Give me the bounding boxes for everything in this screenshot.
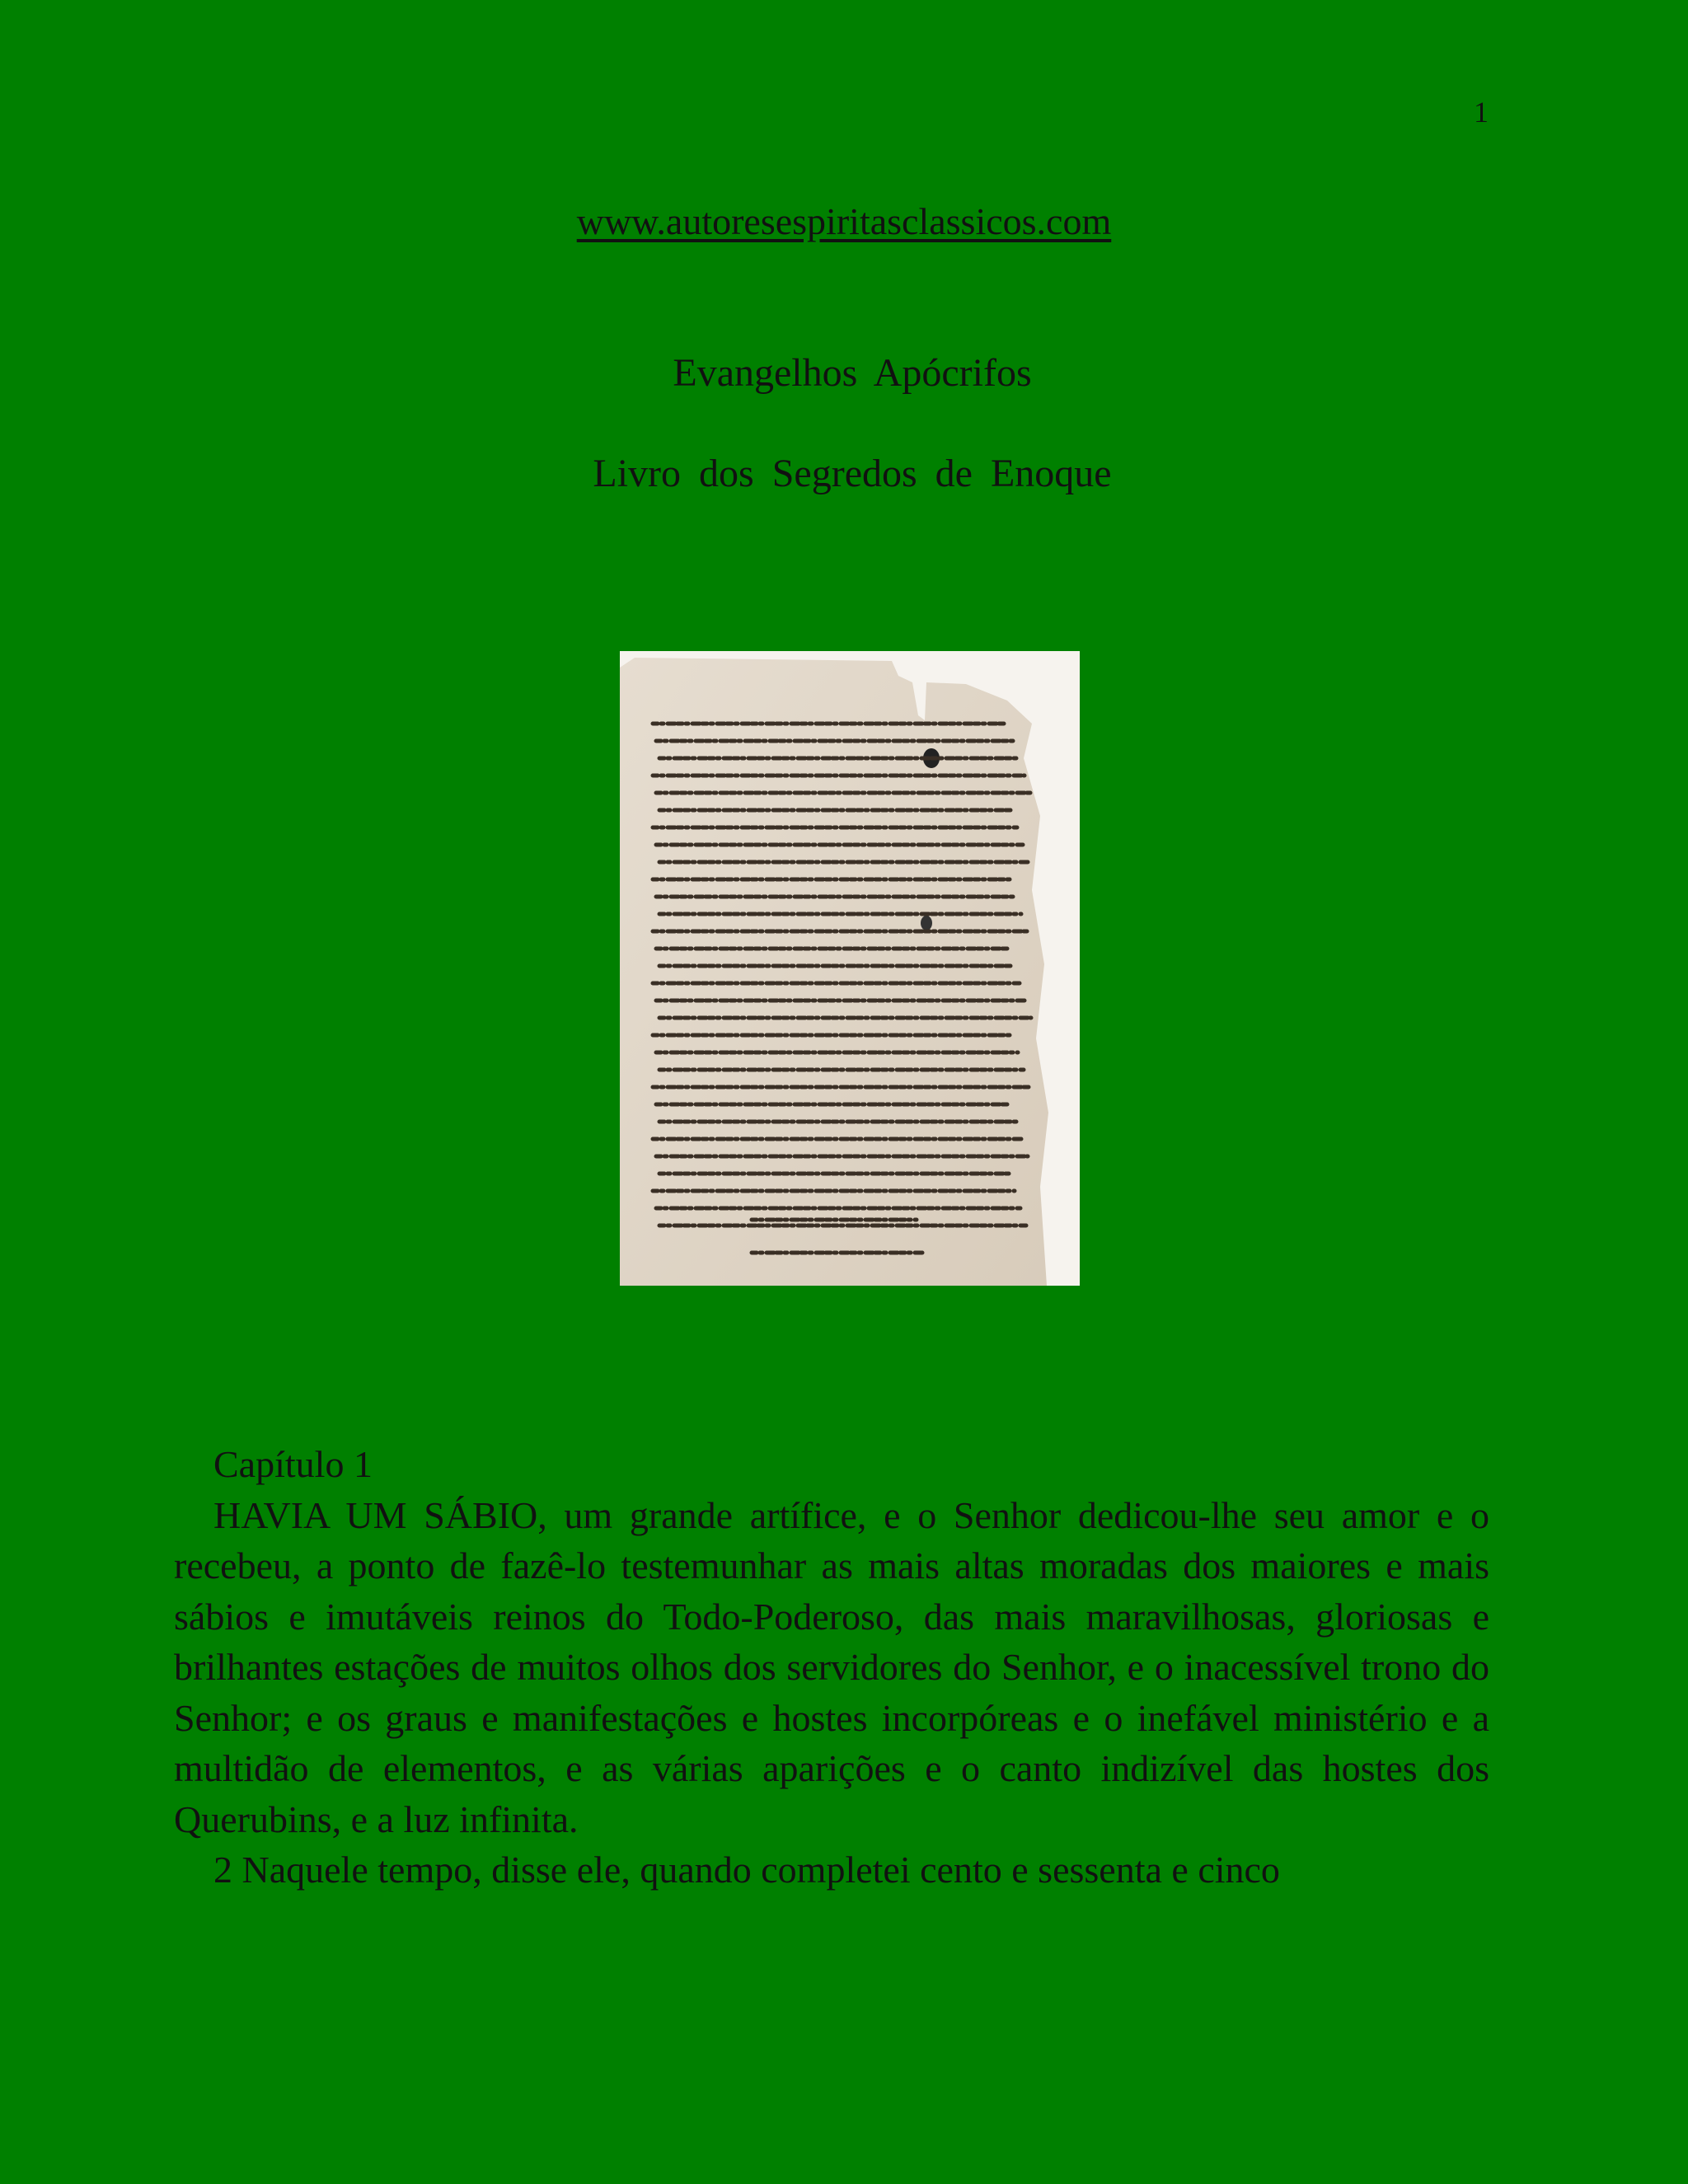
site-link[interactable]: www.autoresespiritasclassicos.com <box>576 200 1112 242</box>
manuscript-image <box>620 651 1080 1286</box>
book-title: Livro dos Segredos de Enoque <box>593 452 1112 495</box>
chapter-heading: Capítulo 1 <box>213 1443 373 1485</box>
paragraph-1: HAVIA UM SÁBIO, um grande artífice, e o Senhor dedicou-lhe seu amor e o recebeu, a ponto de fazê-lo testemunhar as mais altas moradas dos maiores e mais sábios e imutáveis reinos do Todo-Poderoso, das mais maravilhosas, gloriosas e brilhantes estações de muitos olhos dos servidores do Senhor, e o inacessível trono do Senhor; e os graus e manifestações e hostes incorpóreas e o inefável ministério e a multidão de elementos, e as várias aparições e o canto indizível das hostes dos Querubins, e a luz infinita. <box>174 1493 1489 1840</box>
collection-title: Evangelhos Apócrifos <box>673 351 1032 395</box>
paragraph-2: 2 Naquele tempo, disse ele, quando completei cento e sessenta e cinco <box>213 1849 1280 1891</box>
chapter-body <box>174 1439 1489 1896</box>
page-number: 1 <box>1474 96 1489 129</box>
